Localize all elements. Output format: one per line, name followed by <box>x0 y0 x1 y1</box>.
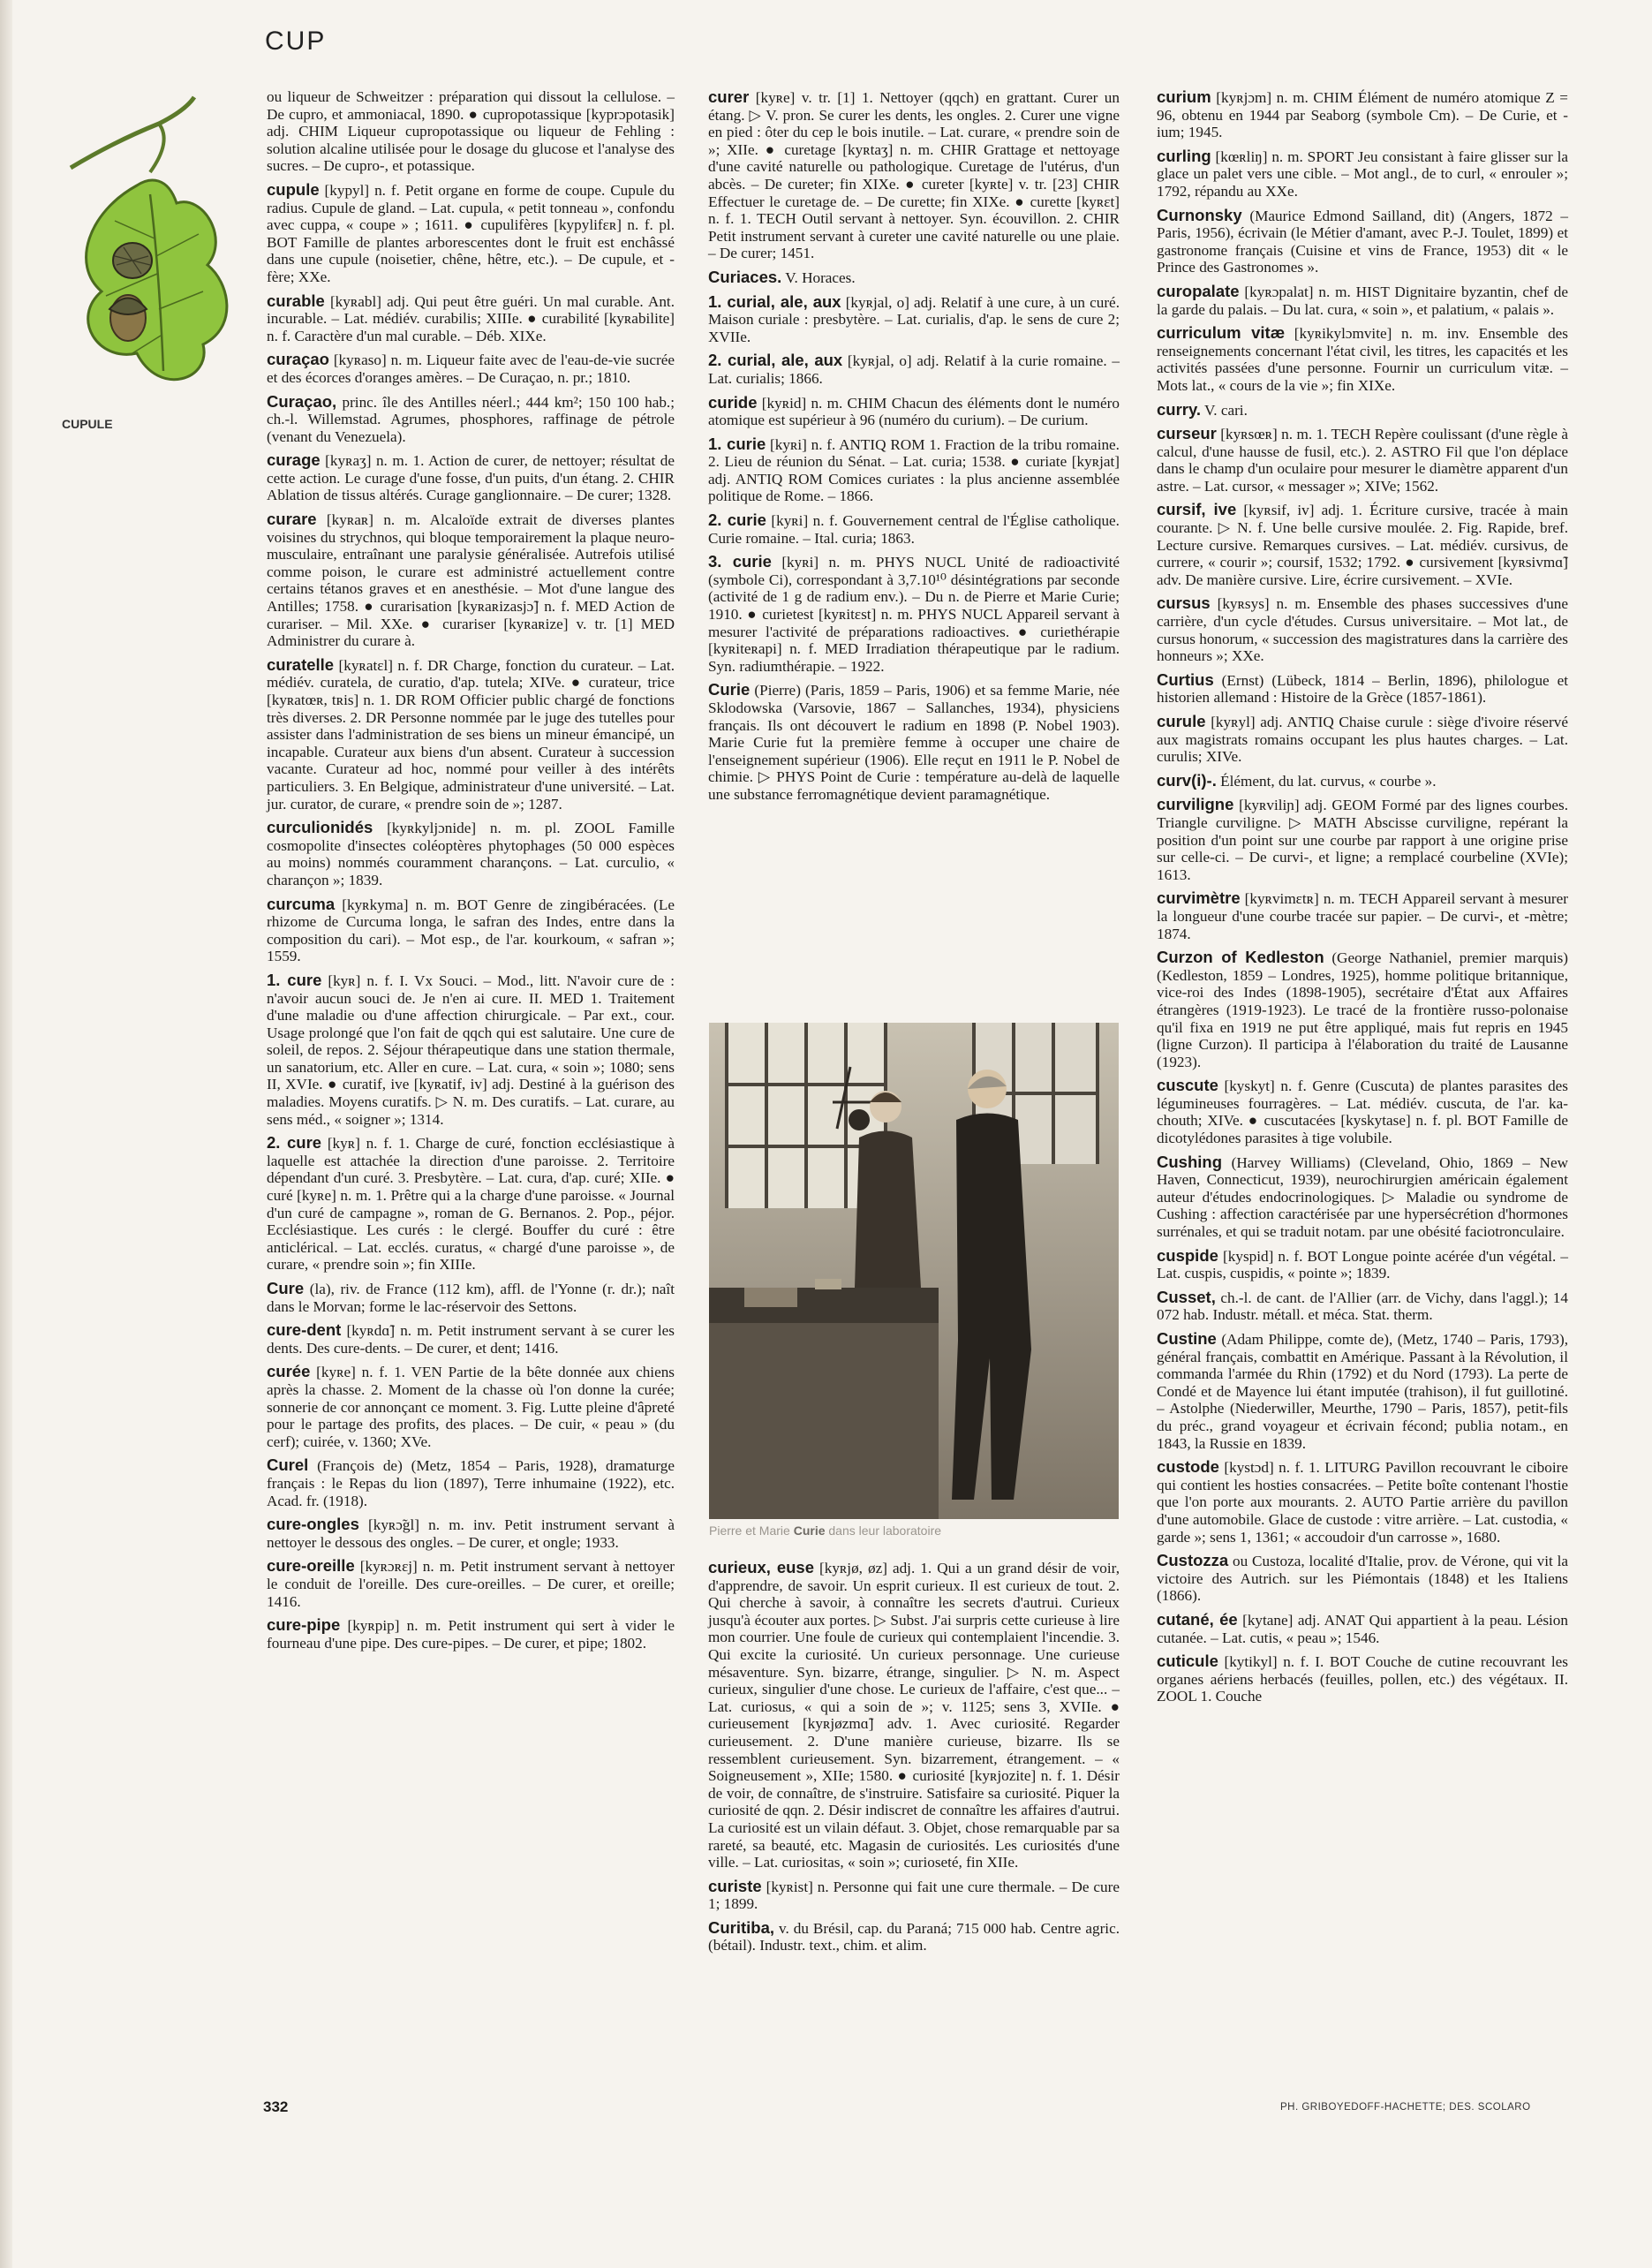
dictionary-entry <box>1157 425 1568 495</box>
headword: curcuma <box>267 894 336 913</box>
headword: curseur <box>1157 424 1217 443</box>
headword: 2. curie <box>708 510 766 530</box>
entry-text: [kyʀpip] n. m. Petit instrument qui sert à vider le fourneau d'une pipe. Des cure-pipes. – De curer, et pipe; 1802. <box>267 1617 675 1652</box>
headword: 1. curie <box>708 434 766 453</box>
headword: Curie <box>708 680 751 699</box>
dictionary-entry <box>1157 796 1568 883</box>
dictionary-entry <box>1157 1077 1568 1146</box>
dictionary-entry <box>267 971 675 1128</box>
dictionary-entry <box>267 1557 675 1610</box>
headword: cure-dent <box>267 1320 342 1340</box>
headword: curviligne <box>1157 795 1234 814</box>
headword: curieux, euse <box>708 1558 814 1576</box>
headword: Curel <box>267 1455 309 1475</box>
headword: cure-ongles <box>267 1515 359 1534</box>
headword: 2. cure <box>267 1133 322 1153</box>
dictionary-entry <box>1157 207 1568 276</box>
headword: 2. curial, ale, aux <box>708 351 843 370</box>
entry-text: [kypyl] n. f. Petit organe en forme de coupe. Cupule du radius. Cupule de gland. – Lat. cupula, « petit tonneau », confondu avec cuppa, « coupe » ; 1611. ● cupulifères [kypylifɛʀ] n. f. pl. BOT Famille de plantes arborescentes dont le fruit est enchâssé dans une cupule (noisetier, chêne, hêtre, etc.). – De cupule, et -fère; XXe. <box>267 181 675 285</box>
dictionary-entry <box>267 1280 675 1315</box>
illustration-caption: CUPULE <box>62 417 113 431</box>
headword: cure-pipe <box>267 1615 341 1635</box>
dictionary-entry <box>708 553 1120 675</box>
entry-text: [kyʀjɔm] n. m. CHIM Élément de numéro atomique Z = 96, obtenu en 1944 par Seaborg (symbole Cm). – De Curie, et -ium; 1945. <box>1157 89 1568 141</box>
dictionary-entry <box>267 1456 675 1509</box>
entry-text: princ. île des Antilles néerl.; 444 km²; 150 100 hab.; ch.-l. Willemstad. Agrumes, phosphores, raffinage de pétrole (venant du Venezuela). <box>267 393 675 445</box>
entry-text: [kytane] adj. ANAT Qui appartient à la peau. Lésion cutanée. – Lat. cutis, « peau »; 1546. <box>1157 1611 1568 1646</box>
running-head: CUP <box>265 26 327 56</box>
entry-text: [kœʀliŋ] n. m. SPORT Jeu consistant à faire glisser sur la glace un palet vers une cible. – Mot angl., de to curl, « enrouler »; 1792, répandu au XXe. <box>1157 147 1568 200</box>
page-edge <box>0 0 12 2268</box>
curie-laboratory-photo <box>709 1023 1119 1519</box>
dictionary-entry <box>1157 1652 1568 1705</box>
entry-text: V. cari. <box>1201 401 1248 419</box>
headword: curopalate <box>1157 281 1240 300</box>
dictionary-entry <box>708 394 1120 429</box>
dictionary-entry <box>1157 1247 1568 1282</box>
entry-text: [kyʀyl] adj. ANTIQ Chaise curule : siège d'ivoire réservé aux magistrats romains occupant les plus hautes charges. – Lat. curulis; XIVe. <box>1157 714 1568 766</box>
headword: curer <box>708 87 750 106</box>
column-1 <box>267 88 675 1658</box>
entry-text: [kyʀjal, o] adj. Relatif à la curie romaine. – Lat. curialis; 1866. <box>708 352 1120 387</box>
dictionary-entry <box>1157 889 1568 942</box>
entry-text: (Harvey Williams) (Cleveland, Ohio, 1869 – New Haven, Connecticut, 1939), neurochirurgien américain également auteur d'études endocrinologiques. ▷ Maladie ou syndrome de Cushing : affection caractérisée par une hypersécrétion d'hormones surrénales, et qui se traduit notam. par une obésité faciotronculaire. <box>1157 1153 1568 1241</box>
dictionary-entry <box>708 435 1120 505</box>
entry-text: [kyʀist] n. Personne qui fait une cure thermale. – De cure 1; 1899. <box>708 1878 1120 1913</box>
dictionary-entry <box>267 656 675 813</box>
entry-text: [kyʀi] n. f. ANTIQ ROM 1. Fraction de la tribu romaine. 2. Lieu de réunion du Sénat. – Lat. curia; 1538. ● curiate [kyʀjat] adj. ANTIQ ROM Comices curiates : la plus ancienne assemblée politique de Rome. – 1866. <box>708 435 1120 505</box>
headword: curatelle <box>267 654 335 674</box>
headword: curage <box>267 450 321 470</box>
headword: curv(i)-. <box>1157 770 1217 790</box>
photo-caption: Pierre et Marie Curie dans leur laboratoire <box>709 1523 942 1538</box>
entry-text: [kyʀid] n. m. CHIM Chacun des éléments dont le numéro atomique est supérieur à 96 (numéro du curium). – De curium. <box>708 394 1120 429</box>
dictionary-entry <box>267 1134 675 1274</box>
entry-text: [kyʀdɑ̃] n. m. Petit instrument servant à se curer les dents. Des cure-dents. – De curer, et dent; 1416. <box>267 1322 675 1357</box>
dictionary-entry <box>267 451 675 504</box>
entry-text: V. Horaces. <box>781 268 856 286</box>
dictionary-entry <box>1157 501 1568 588</box>
dictionary-entry <box>1157 949 1568 1070</box>
entry-text: [kyʀjal, o] adj. Relatif à une cure, à un curé. Maison curiale : presbytère. – Lat. curialis, d'ap. le sens de cure 2; XVIIe. <box>708 293 1120 345</box>
entry-text: [kyʀ] n. f. 1. Charge de curé, fonction ecclésiastique à laquelle est attachée la direction d'une paroisse. 2. Territoire dépendant d'un curé. 3. Presbytère. – Lat. cura, d'ap. curé; XIIe. ● curé [kyʀe] n. m. 1. Prêtre qui a la charge d'une paroisse. « Journal d'un curé de campagne », roman de G. Bernanos. 2. Pop., péjor. Ecclésiastique. Les curés : le clergé. Bouffer du curé : être anticlérical. – Lat. ecclés. curatus, « chargé d'une paroisse », de curare, « prendre soin »; fin XIIIe. <box>267 1135 675 1274</box>
entry-text: [kyʀaʒ] n. m. 1. Action de curer, de nettoyer; résultat de cette action. Le curage d'une fosse, d'un puits, d'un étang. 2. CHIR Ablation de tissus altérés. Curage ganglionnaire. – De curer; 1328. <box>267 452 675 504</box>
headword: cursus <box>1157 593 1211 613</box>
headword: Cure <box>267 1279 305 1297</box>
headword: cupule <box>267 179 320 199</box>
dictionary-entry <box>1157 772 1568 790</box>
headword: 1. cure <box>267 970 322 989</box>
entry-text: v. du Brésil, cap. du Paraná; 715 000 hab. Centre agric. (bétail). Industr. text., chim. et alim. <box>708 1919 1120 1954</box>
entry-text: [kyʀsœʀ] n. m. 1. TECH Repère coulissant (d'une règle à calcul, d'une hausse de fusil, etc.). 2. ASTRO Fil que l'on déplace dans le champ d'un oculaire pour mesurer le diamètre apparent d'un astre. – Lat. cursor, « messager »; XIVe; 1562. <box>1157 426 1568 495</box>
entry-text: (Ernst) (Lübeck, 1814 – Berlin, 1896), philologue et historien allemand : Histoire de la Grèce (1857-1861). <box>1157 671 1568 707</box>
dictionary-entry <box>267 351 675 386</box>
dictionary-entry <box>267 510 675 650</box>
dictionary-entry <box>1157 1330 1568 1452</box>
dictionary-entry <box>708 352 1120 387</box>
headword: curaçao <box>267 350 329 369</box>
dictionary-entry <box>1157 88 1568 141</box>
headword: Custozza <box>1157 1551 1229 1570</box>
dictionary-entry <box>708 511 1120 547</box>
entry-text: ch.-l. de cant. de l'Allier (arr. de Vichy, dans l'aggl.); 14 072 hab. Industr. métall. et méca. Stat. therm. <box>1157 1289 1568 1324</box>
headword: cuscute <box>1157 1076 1218 1095</box>
entry-text: [kyʀkyljɔnide] n. m. pl. ZOOL Famille cosmopolite d'insectes coléoptères phytophages (50 000 espèces au moins) nommés couramment charançons. – Lat. curculio, « charançon »; 1839. <box>267 820 675 888</box>
entry-text: [kyʀjø, øz] adj. 1. Qui a un grand désir de voir, d'apprendre, de savoir. Un esprit curieux. Il est curieux de tout. 2. Qui cherche à savoir, à connaître les secrets d'autrui. Curieux jusqu'à écouter aux portes. ▷ Subst. J'ai surpris cette curieuse à lire mon courrier. Une foule de curieux qui contemplaient l'incendie. 3. Qui excite la curiosité. Un curieux personnage. Une curieuse mésaventure. Syn. bizarre, étrange, singulier. ▷ N. m. Aspect curieux, singulier d'une chose. Le curieux de l'affaire, c'est que... – Lat. curiosus, « qui a soin de »; v. 1125; sens 3, XVIIe. ● curieusement [kyʀjøzmɑ̃] adv. 1. Avec curiosité. Regarder curieusement. 2. D'une manière curieuse, bizarre. Ils se ressemblent curieusement. Syn. bizarrement, étrangement. – « Soigneusement », XIIe; 1580. ● curiosité [kyʀjozite] n. f. 1. Désir de voir, de connaître, de s'instruire. Satisfaire sa curiosité. Piquer la curiosité de qqn. 2. Désir indiscret de connaître les affaires d'autrui. La curiosité est un vilain défaut. 3. Objet, chose remarquable par sa rareté, sa beauté, etc. Magasin de curiosités. Les curiosités d'une ville. – Lat. curiositas, « soin »; curioseté, fin XIIe. <box>708 1560 1120 1871</box>
dictionary-entry <box>267 393 675 446</box>
entry-text: [kyʀikylɔmvite] n. m. inv. Ensemble des renseignements concernant l'état civil, les titres, les capacités et les activités passées d'une personne. Fournir un curriculum vitæ. – Mots lat., « cours de la vie »; fin XIXe. <box>1157 325 1568 394</box>
entry-text: [kyʀaso] n. m. Liqueur faite avec de l'eau-de-vie sucrée et des écorces d'oranges amères. – De Curaçao, n. pr.; 1810. <box>267 352 675 386</box>
entry-text: [kyʀsys] n. m. Ensemble des phases successives d'une carrière, d'un cycle d'études. Cursus universitaire. – Mot lat., de cursus honorum, « succession des magistratures dans la carrière des honneurs »; XXe. <box>1157 595 1568 665</box>
entry-text: [kyʀabl] adj. Qui peut être guéri. Un mal curable. Ant. incurable. – Lat. médiév. curabilis; XIIIe. ● curabilité [kyʀabilite] n. f. Caractère d'un mal curable. – Déb. XIXe. <box>267 292 675 344</box>
dictionary-entry <box>1157 147 1568 200</box>
headword: curiste <box>708 1876 762 1895</box>
dictionary-entry <box>1157 594 1568 664</box>
entry-text: (George Nathaniel, premier marquis) (Kedleston, 1859 – Londres, 1925), homme politique britannique, vice-roi des Indes (1898-1905), secrétaire d'État aux Affaires étrangères (1919-1923). Le tracé de la frontière russo-polonaise qu'il fixa en 1919 ne put être appliqué, mais fut repris en 1945 (ligne Curzon). Il participa à l'élaboration du traité de Lausanne (1923). <box>1157 949 1569 1070</box>
entry-text: ou liqueur de Schweitzer : préparation qui dissout la cellulose. – De cupro, et ammoniacal, 1890. ● cupropotassique [kyprɔpotasik] adj. CHIM Liqueur cupropotassique ou liqueur de Fehling : solution alcaline utilisée pour le dosage du glucose et l'analyse des sucres. – De cupro-, et potassique. <box>267 88 675 175</box>
headword: curule <box>1157 712 1206 730</box>
headword: cure-oreille <box>267 1556 355 1576</box>
headword: curling <box>1157 146 1211 165</box>
entry-text: Élément, du lat. curvus, « courbe ». <box>1216 772 1437 790</box>
entry-text: [kyʀe] v. tr. [1] 1. Nettoyer (qqch) en grattant. Curer un étang. ▷ V. pron. Se curer les dents, les ongles. 2. Curer une vigne en pied : ôter du cep le bois inutile. – Lat. curare, « prendre soin de »; XIIe. ● curetage [kyʀtaʒ] n. m. CHIR Grattage et nettoyage d'une cavité naturelle ou pathologique. Curetage de l'utérus, d'un abcès. – De cureter; fin XIXe. ● cureter [kyʀte] v. tr. [23] CHIR Effectuer le curetage de. – De curette; fin XIXe. ● curette [kyʀɛt] n. f. 1. TECH Outil servant à nettoyer. Syn. écouvillon. 2. CHIR Petit instrument servant à cureter une cavité naturelle ou une plaie. – De curer; 1451. <box>708 89 1120 262</box>
dictionary-entry <box>267 181 675 286</box>
entry-text: [kyʀɔʀɛj] n. m. Petit instrument servant à nettoyer le conduit de l'oreille. Des cure-oreilles. – De curer, et oreille; 1416. <box>267 1558 675 1610</box>
entry-text: [kyʀe] n. f. 1. VEN Partie de la bête donnée aux chiens après la chasse. 2. Moment de la chasse où l'on donne la curée; sonnerie de cor annonçant ce moment. 3. Fig. Lutte pleine d'âpreté pour le partage des profits, des places. – De cuir, « peau » (du cerf); cuirée, v. 1360; XVe. <box>267 1364 675 1450</box>
page-number: 332 <box>263 2098 289 2115</box>
headword: curculionidés <box>267 818 373 837</box>
dictionary-entry <box>1157 1552 1568 1605</box>
entry-text: [kyspid] n. f. BOT Longue pointe acérée d'un végétal. – Lat. cuspis, cuspidis, « pointe »; 1839. <box>1157 1247 1568 1282</box>
entry-text: [kytikyl] n. f. I. BOT Couche de cutine recouvrant les organes aériens herbacés (feuilles, pollen, etc.) des végétaux. II. ZOOL 1. Couche <box>1157 1653 1568 1705</box>
photo-credits: PH. GRIBOYEDOFF-HACHETTE; DES. SCOLARO <box>1280 2102 1531 2113</box>
headword: cuticule <box>1157 1652 1218 1671</box>
headword: curium <box>1157 87 1211 106</box>
dictionary-entry <box>708 268 1120 287</box>
headword: curvimètre <box>1157 888 1241 908</box>
entry-text: [kystɔd] n. f. 1. LITURG Pavillon recouvrant le ciboire qui contient les hosties consacrées. – Petite boîte contenant l'hostie que l'on porte aux mourants. 2. AUTO Partie arrière du pavillon d'une automobile. Glace de custode : vitre arrière. – Lat. custodia, « garde »; sens 1, 1361; « accoudoir d'un carrosse », 1680. <box>1157 1459 1568 1546</box>
headword: curée <box>267 1362 311 1381</box>
dictionary-entry <box>1157 671 1568 707</box>
entry-text: [kyʀɔ̃gl] n. m. inv. Petit instrument servant à nettoyer le dessous des ongles. – De curer, et ongle; 1933. <box>267 1516 675 1551</box>
headword: Curaçao, <box>267 391 337 411</box>
dictionary-entry <box>267 1321 675 1357</box>
dictionary-entry <box>708 681 1120 803</box>
dictionary-entry <box>267 292 675 345</box>
headword: Curitiba, <box>708 1917 775 1937</box>
dictionary-entry <box>1157 1611 1568 1646</box>
dictionary-entry <box>1157 324 1568 394</box>
headword: curable <box>267 291 325 310</box>
headword: Curtius <box>1157 669 1214 689</box>
entry-text: (Adam Philippe, comte de), (Metz, 1740 – Paris, 1793), général français, combattit en Amérique. Passant à la Révolution, il commanda l'armée du Rhin (1792) et du Nord (1793). La perte de Condé et de Mayence lui étant imputée (trahison), il fut guillotiné. – Astolphe (Niederwiller, Meurthe, 1790 – Paris, 1857), petit-fils du préc., grand voyageur et écrivain fécond; publia notam., en 1843, la Russie en 1839. <box>1157 1331 1568 1452</box>
entry-text: [kyʀkyma] n. m. BOT Genre de zingibéracées. (Le rhizome de Curcuma longa, le safran des Indes, entre dans la composition du cari). – Mot esp., de l'ar. kourkoum, « safran »; 1559. <box>267 896 675 965</box>
entry-text: [kyʀaʀ] n. m. Alcaloïde extrait de diverses plantes voisines du strychnos, qui bloque temporairement la plaque neuro-musculaire, entraînant une paralysie généralisée. Autrefois utilisé comme poison, le curare est administré actuellement contre certains tétanos graves et en anesthésie. – Mot d'une langue des Antilles; 1758. ● curarisation [kyʀaʀizasjɔ̃] n. f. MED Action de curariser. – Mil. XXe. ● curariser [kyʀaʀize] v. tr. [1] MED Administrer du curare à. <box>267 511 675 650</box>
dictionary-entry <box>1157 283 1568 318</box>
headword: Cusset, <box>1157 1287 1216 1306</box>
headword: cursif, ive <box>1157 500 1237 519</box>
entry-text: [kyʀɔpalat] n. m. HIST Dignitaire byzantin, chef de la garde du palais. – Du lat. cura, « soin », et palatium, « palais ». <box>1157 283 1568 318</box>
headword: cuspide <box>1157 1245 1218 1265</box>
entry-text: [kyʀatɛl] n. f. DR Charge, fonction du curateur. – Lat. médiév. curatela, de curatio, d'ap. tutela; XIVe. ● curateur, trice [kyʀatœʀ, tʀis] n. 1. DR ROM Officier public chargé de fonctions très diverses. 2. DR Personne nommée par le juge des tutelles pour assister dans l'administration de ses biens un mineur émancipé, un incapable. Curateur aux biens d'un absent. Curateur à succession vacante. Curateur ad hoc, nommé pour veiller à des intérêts particuliers. 3. En Belgique, administrateur d'une université. – Lat. jur. curator, de curare, « prendre soin de »; 1287. <box>267 656 675 813</box>
headword: curide <box>708 392 758 412</box>
dictionary-entry <box>267 1516 675 1551</box>
dictionary-entry <box>267 1363 675 1450</box>
column-2-bottom <box>708 1559 1120 1961</box>
headword: custode <box>1157 1457 1219 1477</box>
headword: Curiaces. <box>708 267 782 286</box>
headword: cutané, ée <box>1157 1609 1238 1629</box>
dictionary-entry <box>1157 401 1568 420</box>
entry-text: [kyʀi] n. m. PHYS NUCL Unité de radioactivité (symbole Ci), correspondant à 3,7.10¹⁰ désintégrations par seconde (activité de 1 g de radium env.). – Du n. de Pierre et Marie Curie; 1910. ● curietest [kyʀitɛst] n. m. PHYS NUCL Appareil servant à mesurer l'activité de préparations radioactives. ● curiethérapie [kyʀiteʀapi] n. f. MED Irradiation thérapeutique par le radium. Syn. radiumthérapie. – 1922. <box>708 554 1120 675</box>
entry-text: [kyʀ] n. f. I. Vx Souci. – Mod., litt. N'avoir cure de : n'avoir aucun souci de. Je n'en ai cure. II. MED 1. Traitement d'une maladie ou d'une affection chirurgicale. – Par ext., cour. Usage prolongé que l'on fait de qqch qui est salutaire. Une cure de soleil, de repos. 2. Séjour thérapeutique dans une station thermale, un sanatorium, etc. Aller en cure. – Lat. cura, « soin »; 1080; sens II, XVIe. ● curatif, ive [kyʀatif, iv] adj. Destiné à la guérison des maladies. Moyens curatifs. ▷ N. m. Des curatifs. – Lat. curare, au sens méd., « soigner »; 1314. <box>267 971 675 1128</box>
dictionary-entry <box>708 1559 1120 1871</box>
headword: curry. <box>1157 399 1202 419</box>
entry-text: (la), riv. de France (112 km), affl. de l'Yonne (r. dr.); naît dans le Morvan; forme le lac-réservoir des Settons. <box>267 1281 675 1315</box>
entry-text: [kyʀviliɲ] adj. GEOM Formé par des lignes courbes. Triangle curviligne. ▷ MATH Abscisse curviligne, repérant la position d'un point sur une courbe par rapport à une origine prise sur celle-ci. – De curvi-, et ligne; a remplacé courbeline (XVIe); 1613. <box>1157 797 1568 883</box>
headword: Custine <box>1157 1329 1217 1348</box>
entry-text: [kyskyt] n. f. Genre (Cuscuta) de plantes parasites des légumineuses fourragères. – Lat. médiév. cuscuta, de l'ar. ka-chouth; XIVe. ● cuscutacées [kyskytase] n. f. pl. BOT Famille de dicotylédones parasites à tige volubile. <box>1157 1077 1568 1147</box>
entry-text: (Pierre) (Paris, 1859 – Paris, 1906) et sa femme Marie, née Sklodowska (Varsovie, 1867 – Sallanches, 1934), physiciens français. Ils ont découvert le radium en 1898 (P. Nobel 1903). Marie Curie fut la première femme à occuper une chaire de l'enseignement supérieur (1906). Elle reçut en 1911 le P. Nobel de chimie. ▷ PHYS Point de Curie : température au-delà de laquelle une substance ferromagnétique devient paramagnétique. <box>708 682 1120 803</box>
headword: curriculum vitæ <box>1157 323 1286 343</box>
dictionary-entry <box>267 819 675 888</box>
entry-text: (François de) (Metz, 1854 – Paris, 1928), dramaturge français : le Repas du lion (1897), Terre inhumaine (1922), etc. Acad. fr. (1918). <box>267 1457 675 1509</box>
dictionary-entry <box>708 88 1120 262</box>
dictionary-entry <box>708 1878 1120 1913</box>
headword: Curzon of Kedleston <box>1157 948 1324 967</box>
dictionary-entry <box>1157 1458 1568 1546</box>
entry-text: (Maurice Edmond Sailland, dit) (Angers, 1872 – Paris, 1956), écrivain (le Métier d'amant, avec P.-J. Toulet, 1899) et gastronome français (Cuisine et vins de France, 1953) dit « le Prince des Gastronomes ». <box>1157 207 1568 276</box>
entry-text: [kyʀvimɛtʀ] n. m. TECH Appareil servant à mesurer la longueur d'une courbe tracée sur papier. – De curvi-, et -mètre; 1874. <box>1157 890 1568 942</box>
column-3 <box>1157 88 1568 1712</box>
dictionary-entry <box>708 293 1120 346</box>
entry-text: ou Custoza, localité d'Italie, prov. de Vérone, qui vit la victoire des Autrich. sur les Piémontais (1848) et les Italiens (1866). <box>1157 1553 1568 1605</box>
entry-text: [kyʀi] n. f. Gouvernement central de l'Église catholique. Curie romaine. – Ital. curia; 1863. <box>708 512 1120 547</box>
headword: curare <box>267 510 317 529</box>
dictionary-entry <box>708 1919 1120 1954</box>
column-2-top <box>708 88 1120 810</box>
headword: 1. curial, ale, aux <box>708 291 841 311</box>
headword: 3. curie <box>708 552 772 571</box>
headword: Curnonsky <box>1157 205 1242 224</box>
dictionary-entry <box>267 1616 675 1652</box>
dictionary-entry <box>267 896 675 965</box>
dictionary-entry <box>1157 1153 1568 1241</box>
oak-cupule-illustration <box>53 88 243 406</box>
dictionary-entry <box>1157 1289 1568 1324</box>
dictionary-entry <box>267 88 675 175</box>
entry-text: [kyʀsif, iv] adj. 1. Écriture cursive, tracée à main courante. ▷ N. f. Une belle cursive moulée. 2. Fig. Rapide, bref. Lecture cursive. Remarques cursives. – Lat. médiév. cursivus, de currere, « courir »; coursif, 1532; 1792. ● cursivement [kyʀsivmɑ̃] adv. De manière cursive. Lire, écrire cursivement. – XVIe. <box>1157 502 1568 588</box>
headword: Cushing <box>1157 1152 1222 1171</box>
dictionary-entry <box>1157 713 1568 766</box>
